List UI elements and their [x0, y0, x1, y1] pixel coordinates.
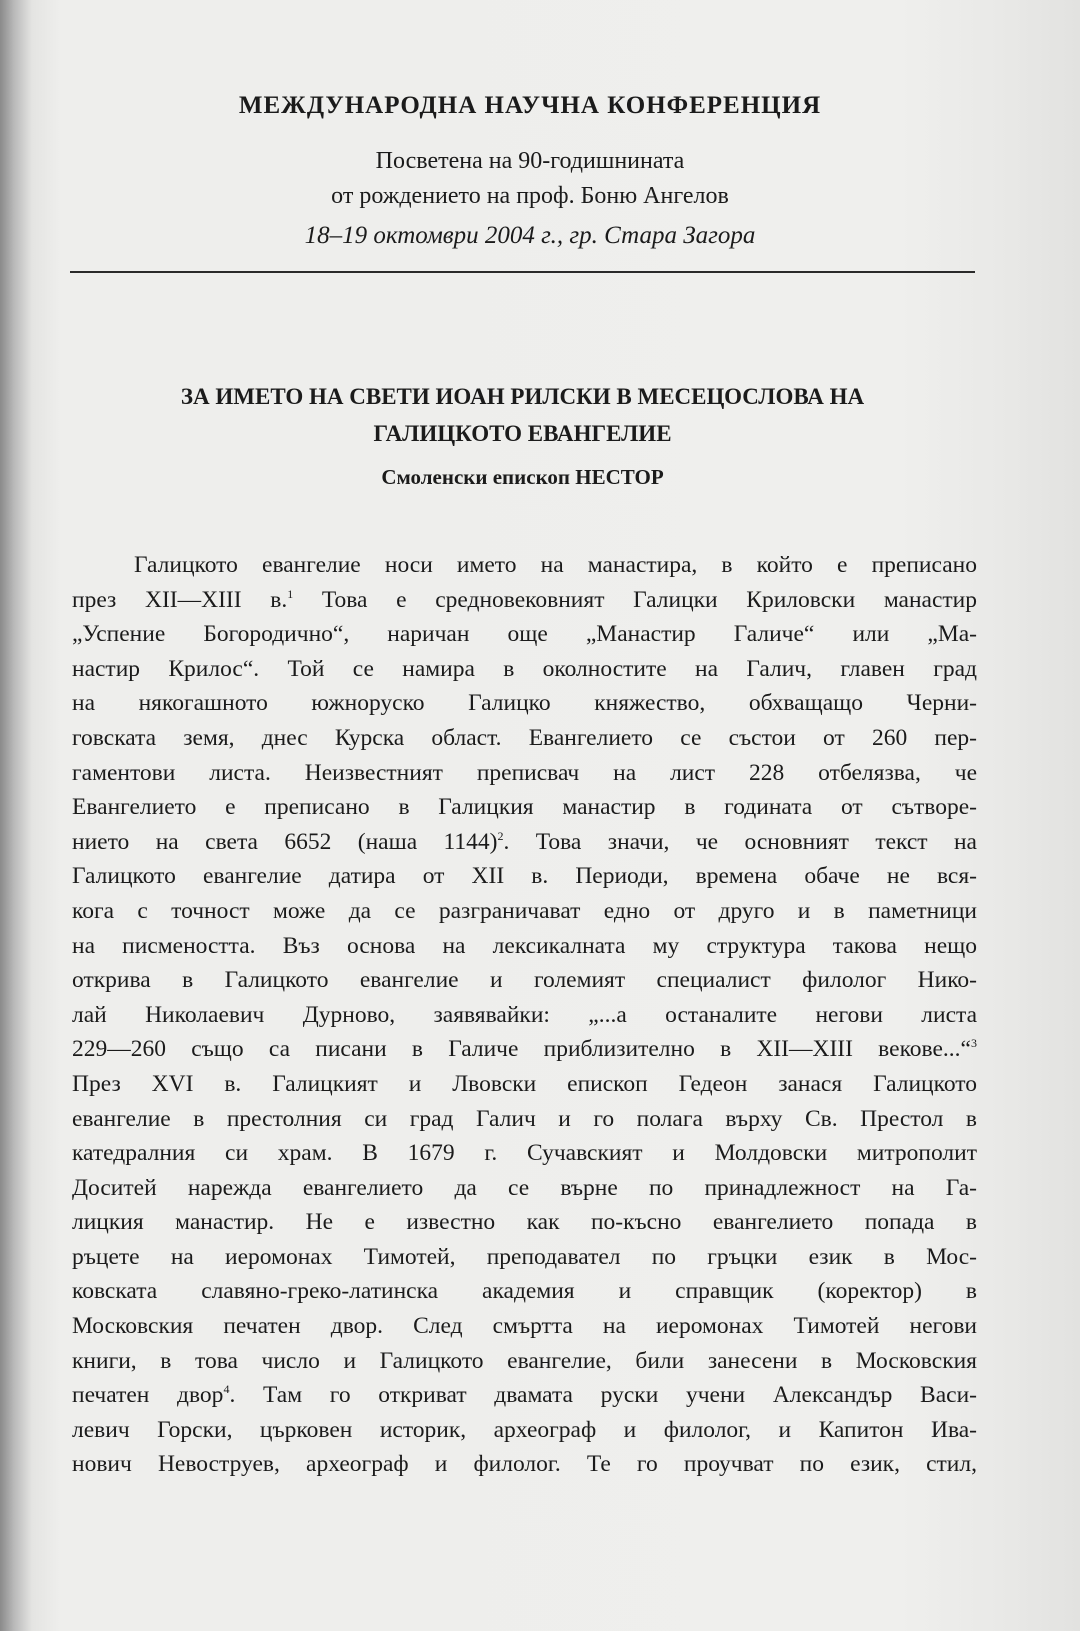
body-line: ковската славяно-греко-латинска академия и справщик (коректор) в [72, 1278, 977, 1305]
dedication-line-1: Посветена на 90-годишнината [375, 148, 685, 174]
body-line-part: печатен двор [72, 1382, 224, 1409]
body-line: настир Крилос“. Той се намира в околностите на Галич, главен град [72, 655, 977, 682]
body-line-part: нието на света 6652 (наша 1144) [72, 828, 498, 855]
body-line: Доситей нарежда евангелието да се върне по принадлежност на Га- [72, 1174, 977, 1201]
body-line: Галицкото евангелие носи името на манастира, в който е преписано [134, 552, 977, 578]
body-line-part: през XII—XIII в. [72, 586, 288, 613]
body-line: лицкия манастир. Не е известно как по-късно евангелието попада в [72, 1209, 977, 1236]
body-line: Евангелието е преписано в Галицкия манастир в годината от сътворе- [72, 794, 977, 821]
footnote-mark-3: 3 [971, 1036, 977, 1051]
body-line-part: . Там го откриват двамата руски учени Александър Васи- [229, 1382, 977, 1409]
footnote-mark-2: 2 [497, 828, 504, 843]
body-line [72, 825, 977, 860]
article-title-line-1: ЗА ИМЕТО НА СВЕТИ ИОАН РИЛСКИ В МЕСЕЦОСЛОВА НА [180, 384, 865, 409]
header-divider [70, 271, 975, 273]
body-line: Московския печатен двор. След смъртта на иеромонах Тимотей негови [72, 1313, 977, 1340]
body-line: открива в Галицкото евангелие и големият специалист филолог Нико- [72, 967, 977, 994]
body-line: катедралния си храм. В 1679 г. Сучавският и Молдовски митрополит [72, 1140, 977, 1167]
body-line-part: . Това значи, че основният текст на [503, 828, 977, 855]
body-line: на някогашното южноруско Галицко княжество, обхващащо Черни- [72, 690, 977, 717]
body-line: През XVI в. Галицкият и Лвовски епископ Гедеон занася Галицкото [72, 1070, 977, 1097]
body-line: говската земя, днес Курска област. Евангелието се състои от 260 пер- [72, 724, 977, 751]
body-line: на писмеността. Въз основа на лексикалната му структура такова нещо [72, 932, 977, 959]
article-body [72, 548, 977, 1482]
body-line [72, 583, 977, 618]
body-line-part: 229—260 също са писани в Галиче приблизително в XII—XIII векове...“ [72, 1036, 971, 1063]
body-line-part: Това е средновековният Галицки Криловски манастир [321, 586, 977, 613]
body-line: евангелие в престолния си град Галич и го полага върху Св. Престол в [72, 1105, 977, 1132]
conference-title: МЕЖДУНАРОДНА НАУЧНА КОНФЕРЕНЦИЯ [238, 92, 822, 119]
body-line: нович Невоструев, археограф и филолог. Те го проучват по език, стил, [72, 1451, 977, 1478]
body-line [72, 1032, 977, 1067]
body-line: ръцете на иеромонах Тимотей, преподавател по гръцки език в Мос- [72, 1243, 977, 1270]
body-line: кога с точност може да се разграничават едно от друго и в паметници [72, 897, 977, 924]
conference-date-place: 18–19 октомври 2004 г., гр. Стара Загора [304, 222, 756, 249]
body-line: „Успение Богородично“, наричан още „Манастир Галиче“ или „Ма- [72, 621, 977, 648]
body-line: Галицкото евангелие датира от XII в. Периоди, времена обаче не вся- [72, 863, 977, 890]
article-title [70, 378, 975, 452]
body-line: левич Горски, църковен историк, археограф и филолог, и Капитон Ива- [72, 1416, 977, 1443]
article-author: Смоленски епископ НЕСТОР [381, 465, 664, 489]
article-title-line-2: ГАЛИЦКОТО ЕВАНГЕЛИЕ [373, 421, 672, 446]
body-line [72, 1378, 977, 1413]
body-line: лай Николаевич Дурново, заявявайки: „...а останалите негови листа [72, 1001, 977, 1028]
body-line: гаментови листа. Неизвестният преписвач на лист 228 отбелязва, че [72, 759, 977, 786]
footnote-mark-1: 1 [287, 586, 294, 601]
body-line: книги, в това число и Галицкото евангелие, били занесени в Московския [72, 1347, 977, 1374]
footnote-mark-4: 4 [223, 1382, 230, 1397]
dedication-line-2: от рождението на проф. Боню Ангелов [331, 183, 729, 209]
